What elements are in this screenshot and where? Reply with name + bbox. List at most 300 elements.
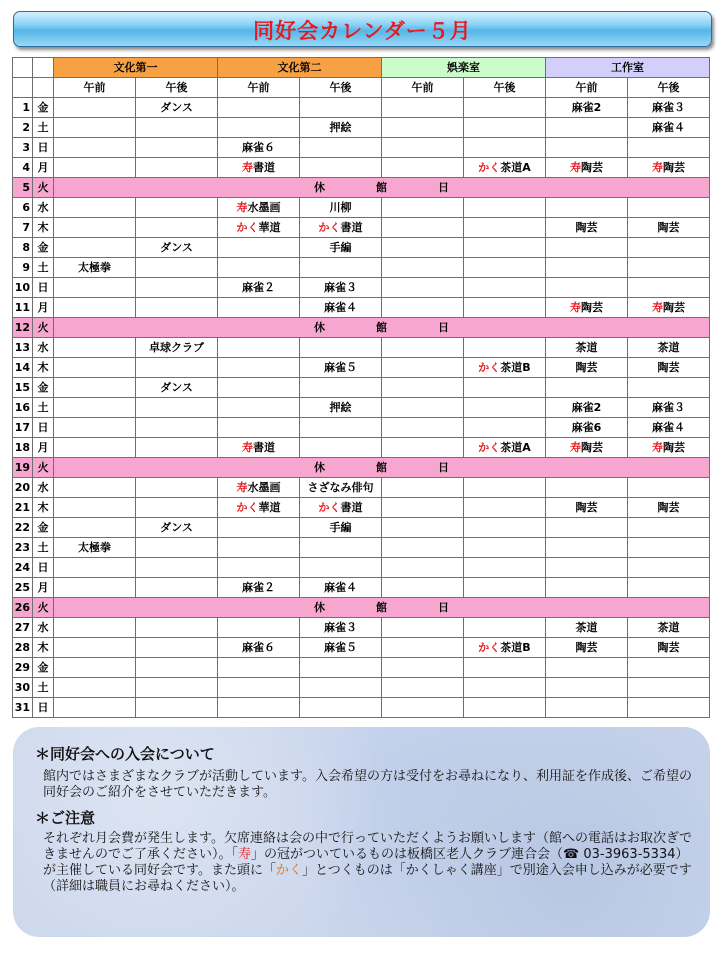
activity-name: 華道 bbox=[258, 501, 281, 514]
schedule-cell bbox=[464, 158, 546, 178]
schedule-cell: 茶道 bbox=[628, 338, 710, 358]
day-number: 31 bbox=[13, 698, 33, 718]
schedule-cell bbox=[54, 158, 136, 178]
day-row bbox=[13, 378, 710, 398]
day-row bbox=[13, 338, 710, 358]
schedule-cell bbox=[136, 698, 218, 718]
day-number: 13 bbox=[13, 338, 33, 358]
schedule-cell bbox=[382, 418, 464, 438]
schedule-cell bbox=[628, 678, 710, 698]
schedule-cell: 麻雀４ bbox=[628, 118, 710, 138]
schedule-cell bbox=[382, 358, 464, 378]
schedule-cell bbox=[464, 618, 546, 638]
schedule-cell bbox=[628, 378, 710, 398]
schedule-cell bbox=[464, 198, 546, 218]
schedule-cell: 麻雀2 bbox=[546, 98, 628, 118]
schedule-cell bbox=[136, 258, 218, 278]
page-title: 同好会カレンダー５月 bbox=[253, 19, 472, 43]
activity-name: 書道 bbox=[340, 501, 363, 514]
time-header: 午後 bbox=[628, 78, 710, 98]
schedule-cell bbox=[464, 538, 546, 558]
weekday: 日 bbox=[33, 698, 54, 718]
schedule-cell bbox=[54, 658, 136, 678]
schedule-cell bbox=[136, 478, 218, 498]
schedule-cell bbox=[136, 618, 218, 638]
closed-label: 日 bbox=[438, 601, 449, 614]
weekday: 水 bbox=[33, 478, 54, 498]
day-number: 19 bbox=[13, 458, 33, 478]
prefix-mark: かく bbox=[478, 161, 501, 174]
day-row bbox=[13, 538, 710, 558]
weekday: 土 bbox=[33, 258, 54, 278]
schedule-cell bbox=[546, 698, 628, 718]
schedule-cell bbox=[382, 498, 464, 518]
schedule-cell bbox=[382, 138, 464, 158]
schedule-cell bbox=[136, 638, 218, 658]
schedule-cell bbox=[546, 378, 628, 398]
schedule-cell bbox=[218, 158, 300, 178]
prefix-mark: 寿 bbox=[236, 201, 248, 214]
weekday: 金 bbox=[33, 378, 54, 398]
day-row bbox=[13, 678, 710, 698]
closed-band bbox=[54, 598, 710, 618]
schedule-cell bbox=[136, 678, 218, 698]
schedule-cell bbox=[218, 238, 300, 258]
room-header-kosaku: 工作室 bbox=[546, 58, 710, 78]
schedule-cell bbox=[136, 398, 218, 418]
schedule-cell bbox=[136, 138, 218, 158]
schedule-cell bbox=[300, 378, 382, 398]
day-number: 4 bbox=[13, 158, 33, 178]
day-number: 12 bbox=[13, 318, 33, 338]
closed-label: 休 bbox=[314, 461, 325, 474]
schedule-cell bbox=[300, 258, 382, 278]
schedule-cell bbox=[218, 558, 300, 578]
activity-name: 陶芸 bbox=[663, 301, 685, 314]
day-row bbox=[13, 418, 710, 438]
day-number: 11 bbox=[13, 298, 33, 318]
schedule-cell: 陶芸 bbox=[628, 498, 710, 518]
schedule-cell bbox=[546, 298, 628, 318]
day-number: 21 bbox=[13, 498, 33, 518]
room-header-row bbox=[13, 58, 710, 78]
schedule-cell bbox=[382, 638, 464, 658]
schedule-cell: 陶芸 bbox=[546, 638, 628, 658]
schedule-cell: 押絵 bbox=[300, 118, 382, 138]
day-number: 18 bbox=[13, 438, 33, 458]
schedule-cell: 麻雀５ bbox=[300, 358, 382, 378]
prefix-mark: かく bbox=[478, 361, 501, 374]
day-row bbox=[13, 118, 710, 138]
room-header-bunka2: 文化第二 bbox=[218, 58, 382, 78]
schedule-cell: 茶道 bbox=[546, 338, 628, 358]
schedule-cell: ダンス bbox=[136, 518, 218, 538]
weekday: 土 bbox=[33, 398, 54, 418]
schedule-cell bbox=[54, 438, 136, 458]
day-number: 16 bbox=[13, 398, 33, 418]
schedule-cell bbox=[464, 638, 546, 658]
schedule-cell bbox=[54, 678, 136, 698]
schedule-cell bbox=[300, 418, 382, 438]
time-header: 午後 bbox=[136, 78, 218, 98]
schedule-cell bbox=[300, 158, 382, 178]
schedule-cell bbox=[136, 538, 218, 558]
schedule-cell bbox=[628, 198, 710, 218]
calendar-body bbox=[13, 98, 710, 718]
day-number: 2 bbox=[13, 118, 33, 138]
schedule-cell bbox=[464, 418, 546, 438]
schedule-cell bbox=[382, 378, 464, 398]
day-number: 28 bbox=[13, 638, 33, 658]
schedule-cell bbox=[464, 518, 546, 538]
schedule-cell: さざなみ俳句 bbox=[300, 478, 382, 498]
schedule-cell bbox=[464, 578, 546, 598]
weekday: 金 bbox=[33, 238, 54, 258]
prefix-mark: 寿 bbox=[652, 161, 663, 174]
day-row bbox=[13, 658, 710, 678]
schedule-cell bbox=[628, 558, 710, 578]
day-row bbox=[13, 478, 710, 498]
weekday: 月 bbox=[33, 438, 54, 458]
weekday: 月 bbox=[33, 578, 54, 598]
activity-name: 書道 bbox=[340, 221, 363, 234]
closed-band bbox=[54, 178, 710, 198]
weekday: 日 bbox=[33, 558, 54, 578]
schedule-cell bbox=[300, 98, 382, 118]
time-header: 午前 bbox=[546, 78, 628, 98]
prefix-mark: 寿 bbox=[652, 441, 663, 454]
schedule-cell bbox=[218, 258, 300, 278]
schedule-cell: 陶芸 bbox=[628, 638, 710, 658]
weekday: 日 bbox=[33, 278, 54, 298]
schedule-cell bbox=[300, 138, 382, 158]
schedule-cell bbox=[546, 438, 628, 458]
weekday: 日 bbox=[33, 138, 54, 158]
schedule-cell bbox=[382, 298, 464, 318]
day-row bbox=[13, 358, 710, 378]
prefix-mark: 寿 bbox=[570, 441, 581, 454]
schedule-cell bbox=[464, 238, 546, 258]
day-row bbox=[13, 258, 710, 278]
schedule-cell bbox=[218, 298, 300, 318]
day-number: 30 bbox=[13, 678, 33, 698]
day-row bbox=[13, 298, 710, 318]
schedule-cell bbox=[382, 618, 464, 638]
day-number: 26 bbox=[13, 598, 33, 618]
schedule-cell bbox=[546, 578, 628, 598]
schedule-cell bbox=[54, 698, 136, 718]
closed-label: 休 bbox=[314, 181, 325, 194]
caution-text: 」とつくものは「かくしゃく講座」で別途入会申し込みが必要です（詳細は職員にお尋ねください）。 bbox=[43, 863, 692, 894]
schedule-cell bbox=[382, 118, 464, 138]
schedule-cell bbox=[628, 698, 710, 718]
closed-day-row bbox=[13, 458, 710, 478]
schedule-cell bbox=[382, 438, 464, 458]
schedule-cell bbox=[136, 118, 218, 138]
schedule-cell bbox=[136, 438, 218, 458]
schedule-cell bbox=[382, 398, 464, 418]
schedule-cell bbox=[218, 518, 300, 538]
prefix-mark: かく bbox=[478, 641, 501, 654]
schedule-cell: 太極拳 bbox=[54, 258, 136, 278]
prefix-mark: かく bbox=[478, 441, 501, 454]
schedule-cell bbox=[382, 98, 464, 118]
schedule-cell bbox=[464, 678, 546, 698]
day-row bbox=[13, 98, 710, 118]
schedule-cell bbox=[136, 658, 218, 678]
weekday: 水 bbox=[33, 618, 54, 638]
day-row bbox=[13, 558, 710, 578]
schedule-cell: 麻雀２ bbox=[218, 278, 300, 298]
schedule-cell bbox=[628, 138, 710, 158]
day-number: 25 bbox=[13, 578, 33, 598]
schedule-cell bbox=[136, 278, 218, 298]
day-number: 17 bbox=[13, 418, 33, 438]
schedule-cell bbox=[136, 418, 218, 438]
time-header: 午後 bbox=[300, 78, 382, 98]
schedule-cell bbox=[464, 698, 546, 718]
blank-header bbox=[33, 58, 54, 78]
closed-band bbox=[54, 318, 710, 338]
title-banner bbox=[13, 11, 712, 47]
weekday: 火 bbox=[33, 178, 54, 198]
schedule-cell bbox=[464, 378, 546, 398]
day-number: 22 bbox=[13, 518, 33, 538]
schedule-cell bbox=[464, 118, 546, 138]
schedule-cell bbox=[218, 538, 300, 558]
time-header: 午前 bbox=[218, 78, 300, 98]
schedule-cell: 手編 bbox=[300, 238, 382, 258]
schedule-cell bbox=[464, 278, 546, 298]
prefix-mark: かく bbox=[236, 501, 259, 514]
activity-name: 茶道B bbox=[500, 361, 531, 374]
schedule-cell bbox=[218, 498, 300, 518]
schedule-cell bbox=[382, 338, 464, 358]
phone-icon: ☎ bbox=[563, 847, 580, 862]
weekday: 金 bbox=[33, 658, 54, 678]
schedule-cell bbox=[546, 538, 628, 558]
schedule-cell: 陶芸 bbox=[628, 358, 710, 378]
schedule-cell: 麻雀４ bbox=[300, 298, 382, 318]
caution-text: それぞれ月会費が発生します。欠席連絡は会の中で行っていただくようお願いします（館への電話はお取次ぎできませんのでご了承ください）。「 bbox=[43, 831, 692, 862]
schedule-cell bbox=[546, 158, 628, 178]
schedule-cell bbox=[464, 98, 546, 118]
schedule-cell bbox=[218, 418, 300, 438]
schedule-cell bbox=[218, 98, 300, 118]
schedule-cell bbox=[136, 498, 218, 518]
prefix-mark: 寿 bbox=[570, 161, 581, 174]
schedule-cell: 茶道 bbox=[628, 618, 710, 638]
schedule-cell bbox=[136, 578, 218, 598]
schedule-cell bbox=[54, 478, 136, 498]
schedule-cell bbox=[382, 578, 464, 598]
schedule-cell bbox=[464, 298, 546, 318]
closed-label: 館 bbox=[376, 461, 387, 474]
prefix-mark: 寿 bbox=[652, 301, 663, 314]
activity-name: 水墨画 bbox=[247, 481, 281, 494]
prefix-mark: 寿 bbox=[570, 301, 581, 314]
schedule-cell bbox=[300, 538, 382, 558]
schedule-cell bbox=[546, 198, 628, 218]
weekday: 水 bbox=[33, 198, 54, 218]
activity-name: 水墨画 bbox=[247, 201, 281, 214]
schedule-cell: 太極拳 bbox=[54, 538, 136, 558]
schedule-cell bbox=[54, 638, 136, 658]
schedule-cell bbox=[218, 338, 300, 358]
schedule-cell bbox=[464, 398, 546, 418]
day-number: 29 bbox=[13, 658, 33, 678]
prefix-mark: かく bbox=[318, 221, 341, 234]
schedule-cell: 麻雀３ bbox=[628, 398, 710, 418]
day-number: 14 bbox=[13, 358, 33, 378]
schedule-cell bbox=[54, 198, 136, 218]
schedule-cell: 陶芸 bbox=[628, 218, 710, 238]
day-row bbox=[13, 518, 710, 538]
day-number: 5 bbox=[13, 178, 33, 198]
schedule-cell bbox=[300, 698, 382, 718]
schedule-cell bbox=[464, 478, 546, 498]
schedule-cell bbox=[382, 658, 464, 678]
weekday: 木 bbox=[33, 498, 54, 518]
notice-panel bbox=[13, 727, 710, 937]
schedule-cell bbox=[546, 278, 628, 298]
activity-name: 陶芸 bbox=[581, 161, 603, 174]
schedule-cell: 押絵 bbox=[300, 398, 382, 418]
schedule-cell bbox=[218, 218, 300, 238]
weekday: 火 bbox=[33, 458, 54, 478]
join-body: 館内ではさまざまなクラブが活動しています。入会希望の方は受付をお尋ねになり、利用証を作成後、ご希望の同好会のご紹介をさせていただきます。 bbox=[43, 769, 692, 800]
schedule-cell bbox=[218, 118, 300, 138]
schedule-cell bbox=[628, 158, 710, 178]
schedule-cell: 麻雀３ bbox=[300, 278, 382, 298]
schedule-cell bbox=[136, 558, 218, 578]
closed-label: 日 bbox=[438, 461, 449, 474]
closed-band bbox=[54, 458, 710, 478]
day-row bbox=[13, 438, 710, 458]
schedule-cell bbox=[54, 98, 136, 118]
room-header-goraku: 娯楽室 bbox=[382, 58, 546, 78]
activity-name: 書道 bbox=[253, 441, 275, 454]
join-heading: ＊同好会への入会について bbox=[35, 745, 215, 763]
schedule-cell: 陶芸 bbox=[546, 358, 628, 378]
schedule-cell bbox=[546, 138, 628, 158]
day-row bbox=[13, 578, 710, 598]
schedule-cell: 麻雀6 bbox=[546, 418, 628, 438]
calendar-table bbox=[12, 57, 710, 718]
kaku-mark: かく bbox=[275, 863, 302, 878]
weekday: 木 bbox=[33, 638, 54, 658]
day-number: 7 bbox=[13, 218, 33, 238]
schedule-cell bbox=[628, 258, 710, 278]
day-number: 10 bbox=[13, 278, 33, 298]
day-row bbox=[13, 498, 710, 518]
schedule-cell bbox=[464, 138, 546, 158]
schedule-cell: 麻雀３ bbox=[300, 618, 382, 638]
weekday: 木 bbox=[33, 218, 54, 238]
schedule-cell bbox=[218, 438, 300, 458]
day-row bbox=[13, 638, 710, 658]
caution-text: 」の冠がついているものは板橋区老人クラブ連合会（ bbox=[251, 847, 564, 862]
day-row bbox=[13, 618, 710, 638]
time-header: 午後 bbox=[464, 78, 546, 98]
schedule-cell: ダンス bbox=[136, 98, 218, 118]
blank-header bbox=[13, 78, 33, 98]
closed-day-row bbox=[13, 598, 710, 618]
closed-label: 館 bbox=[376, 321, 387, 334]
weekday: 火 bbox=[33, 318, 54, 338]
schedule-cell bbox=[54, 498, 136, 518]
day-number: 23 bbox=[13, 538, 33, 558]
prefix-mark: 寿 bbox=[236, 481, 248, 494]
schedule-cell bbox=[628, 438, 710, 458]
schedule-cell bbox=[136, 158, 218, 178]
schedule-cell bbox=[300, 558, 382, 578]
prefix-mark: 寿 bbox=[242, 441, 253, 454]
schedule-cell bbox=[546, 478, 628, 498]
schedule-cell bbox=[54, 418, 136, 438]
day-row bbox=[13, 198, 710, 218]
time-header: 午前 bbox=[382, 78, 464, 98]
schedule-cell bbox=[382, 558, 464, 578]
caution-text: ）が主催している同好会です。また頭に「 bbox=[43, 847, 689, 878]
schedule-cell bbox=[54, 238, 136, 258]
day-number: 15 bbox=[13, 378, 33, 398]
activity-name: 華道 bbox=[258, 221, 281, 234]
activity-name: 茶道A bbox=[500, 161, 531, 174]
schedule-cell bbox=[464, 218, 546, 238]
schedule-cell bbox=[464, 558, 546, 578]
schedule-cell bbox=[382, 518, 464, 538]
schedule-cell bbox=[464, 658, 546, 678]
schedule-cell bbox=[546, 118, 628, 138]
caution-heading: ＊ご注意 bbox=[35, 809, 96, 827]
schedule-cell: 卓球クラブ bbox=[136, 338, 218, 358]
schedule-cell bbox=[300, 438, 382, 458]
day-row bbox=[13, 238, 710, 258]
schedule-cell bbox=[54, 298, 136, 318]
schedule-cell bbox=[300, 338, 382, 358]
schedule-cell bbox=[54, 378, 136, 398]
caution-body bbox=[43, 831, 693, 895]
room-header-bunka1: 文化第一 bbox=[54, 58, 218, 78]
activity-name: 茶道A bbox=[500, 441, 531, 454]
time-header-row bbox=[13, 78, 710, 98]
weekday: 日 bbox=[33, 418, 54, 438]
closed-label: 日 bbox=[438, 321, 449, 334]
weekday: 金 bbox=[33, 518, 54, 538]
activity-name: 茶道B bbox=[500, 641, 531, 654]
schedule-cell bbox=[54, 118, 136, 138]
schedule-cell bbox=[382, 238, 464, 258]
schedule-cell bbox=[54, 518, 136, 538]
schedule-cell bbox=[300, 498, 382, 518]
activity-name: 陶芸 bbox=[581, 441, 603, 454]
closed-day-row bbox=[13, 318, 710, 338]
schedule-cell bbox=[136, 198, 218, 218]
schedule-cell: 麻雀５ bbox=[300, 638, 382, 658]
weekday: 土 bbox=[33, 118, 54, 138]
day-number: 9 bbox=[13, 258, 33, 278]
activity-name: 書道 bbox=[253, 161, 275, 174]
weekday: 金 bbox=[33, 98, 54, 118]
activity-name: 陶芸 bbox=[663, 441, 685, 454]
schedule-cell bbox=[218, 698, 300, 718]
weekday: 月 bbox=[33, 158, 54, 178]
schedule-cell: ダンス bbox=[136, 378, 218, 398]
phone-number: 03-3963-5334 bbox=[583, 847, 676, 862]
closed-label: 休 bbox=[314, 601, 325, 614]
schedule-cell bbox=[218, 618, 300, 638]
